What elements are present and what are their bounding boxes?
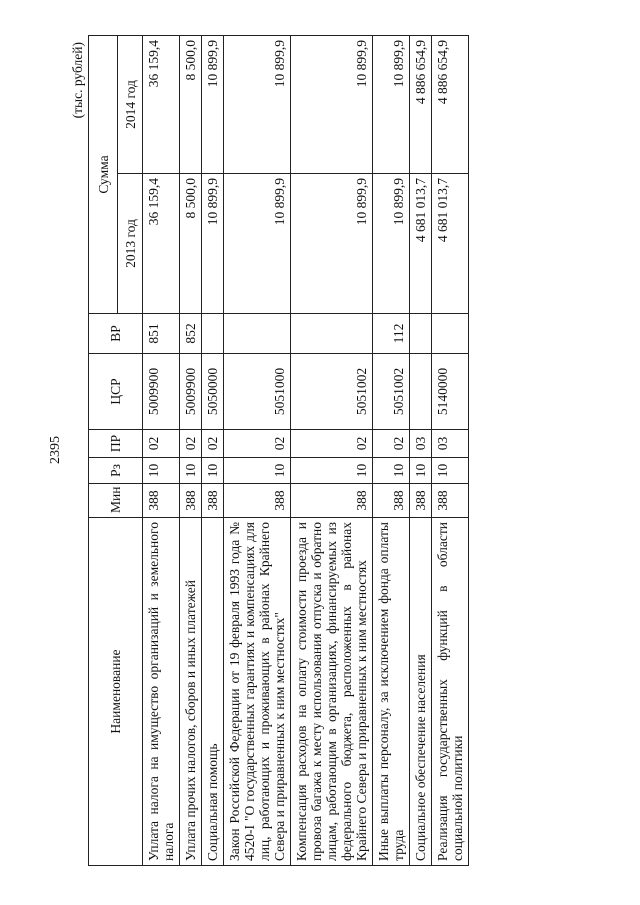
row-2013: 10 899,9 (373, 174, 410, 314)
row-2013: 8 500,0 (180, 174, 202, 314)
header-name: Наименование (89, 518, 143, 866)
row-2014: 36 159,4 (143, 35, 180, 173)
row-rz: 10 (143, 458, 180, 484)
row-min: 388 (410, 484, 432, 518)
row-csr: 5051000 (224, 354, 291, 430)
row-2013: 4 681 013,7 (410, 174, 432, 314)
row-2013: 10 899,9 (224, 174, 291, 314)
row-pr: 02 (291, 430, 373, 458)
row-min: 388 (291, 484, 373, 518)
row-rz: 10 (410, 458, 432, 484)
row-rz: 10 (432, 458, 469, 484)
table-row (224, 35, 291, 865)
row-csr: 5009900 (180, 354, 202, 430)
row-pr: 03 (410, 430, 432, 458)
header-csr: ЦСР (89, 354, 143, 430)
row-vr: 851 (143, 314, 180, 354)
row-min: 388 (180, 484, 202, 518)
row-vr (410, 314, 432, 354)
row-rz: 10 (373, 458, 410, 484)
budget-table (88, 35, 469, 866)
units-label: (тыс. рублей) (70, 42, 85, 119)
row-2014: 10 899,9 (291, 35, 373, 173)
row-name: Иные выплаты персоналу, за исключением фонда оплаты труда (373, 518, 410, 866)
row-csr (410, 354, 432, 430)
row-name: Компенсация расходов на оплату стоимости проезда и провоза багажа к месту использования отпуска и обратно лицам, работающим в организациях, финансируемых из федерального бюджета, расположенных в районах Крайнего Севера и приравненных к ним местностях (291, 518, 373, 866)
row-2014: 10 899,9 (224, 35, 291, 173)
row-min: 388 (143, 484, 180, 518)
header-min: Мин (89, 484, 143, 518)
header-pr: ПР (89, 430, 143, 458)
table-row (373, 35, 410, 865)
table-row (291, 35, 373, 865)
rotated-budget-table-page (68, 36, 578, 866)
row-pr: 02 (180, 430, 202, 458)
table-row (202, 35, 224, 865)
row-2013: 4 681 013,7 (432, 174, 469, 314)
row-vr (224, 314, 291, 354)
row-2014: 4 886 654,9 (432, 35, 469, 173)
page-number: 2395 (48, 436, 63, 464)
row-2014: 10 899,9 (202, 35, 224, 173)
row-csr: 5009900 (143, 354, 180, 430)
row-name: Реализация государственных функций в области социальной политики (432, 518, 469, 866)
row-name: Социальное обеспечение населения (410, 518, 432, 866)
row-name: Уплата прочих налогов, сборов и иных платежей (180, 518, 202, 866)
row-name: Закон Российской Федерации от 19 февраля 1993 года № 4520-I "О государственных гарантиях и компенсациях для лиц, работающих и проживающих в районах Крайнего Севера и приравненных к ним местностях" (224, 518, 291, 866)
row-2013: 10 899,9 (291, 174, 373, 314)
row-2014: 4 886 654,9 (410, 35, 432, 173)
row-name: Социальная помощь (202, 518, 224, 866)
row-2014: 10 899,9 (373, 35, 410, 173)
row-2013: 36 159,4 (143, 174, 180, 314)
table-header (89, 35, 143, 865)
header-2014: 2014 год (118, 35, 143, 173)
row-rz: 10 (291, 458, 373, 484)
row-csr: 5050000 (202, 354, 224, 430)
row-csr: 5140000 (432, 354, 469, 430)
row-vr (291, 314, 373, 354)
table-row (180, 35, 202, 865)
header-vr: ВР (89, 314, 143, 354)
row-min: 388 (202, 484, 224, 518)
row-2014: 8 500,0 (180, 35, 202, 173)
row-min: 388 (432, 484, 469, 518)
row-min: 388 (224, 484, 291, 518)
row-pr: 03 (432, 430, 469, 458)
row-pr: 02 (143, 430, 180, 458)
header-rz: Рз (89, 458, 143, 484)
row-pr: 02 (373, 430, 410, 458)
row-2013: 10 899,9 (202, 174, 224, 314)
row-vr: 852 (180, 314, 202, 354)
row-vr (432, 314, 469, 354)
row-name: Уплата налога на имущество организаций и земельного налога (143, 518, 180, 866)
row-csr: 5051002 (373, 354, 410, 430)
row-min: 388 (373, 484, 410, 518)
table-row (432, 35, 469, 865)
row-pr: 02 (224, 430, 291, 458)
table-row (143, 35, 180, 865)
header-sum: Сумма (89, 35, 118, 313)
row-vr: 112 (373, 314, 410, 354)
row-pr: 02 (202, 430, 224, 458)
table-body (143, 35, 469, 865)
row-csr: 5051002 (291, 354, 373, 430)
row-rz: 10 (224, 458, 291, 484)
row-rz: 10 (202, 458, 224, 484)
row-vr (202, 314, 224, 354)
row-rz: 10 (180, 458, 202, 484)
header-2013: 2013 год (118, 174, 143, 314)
table-row (410, 35, 432, 865)
